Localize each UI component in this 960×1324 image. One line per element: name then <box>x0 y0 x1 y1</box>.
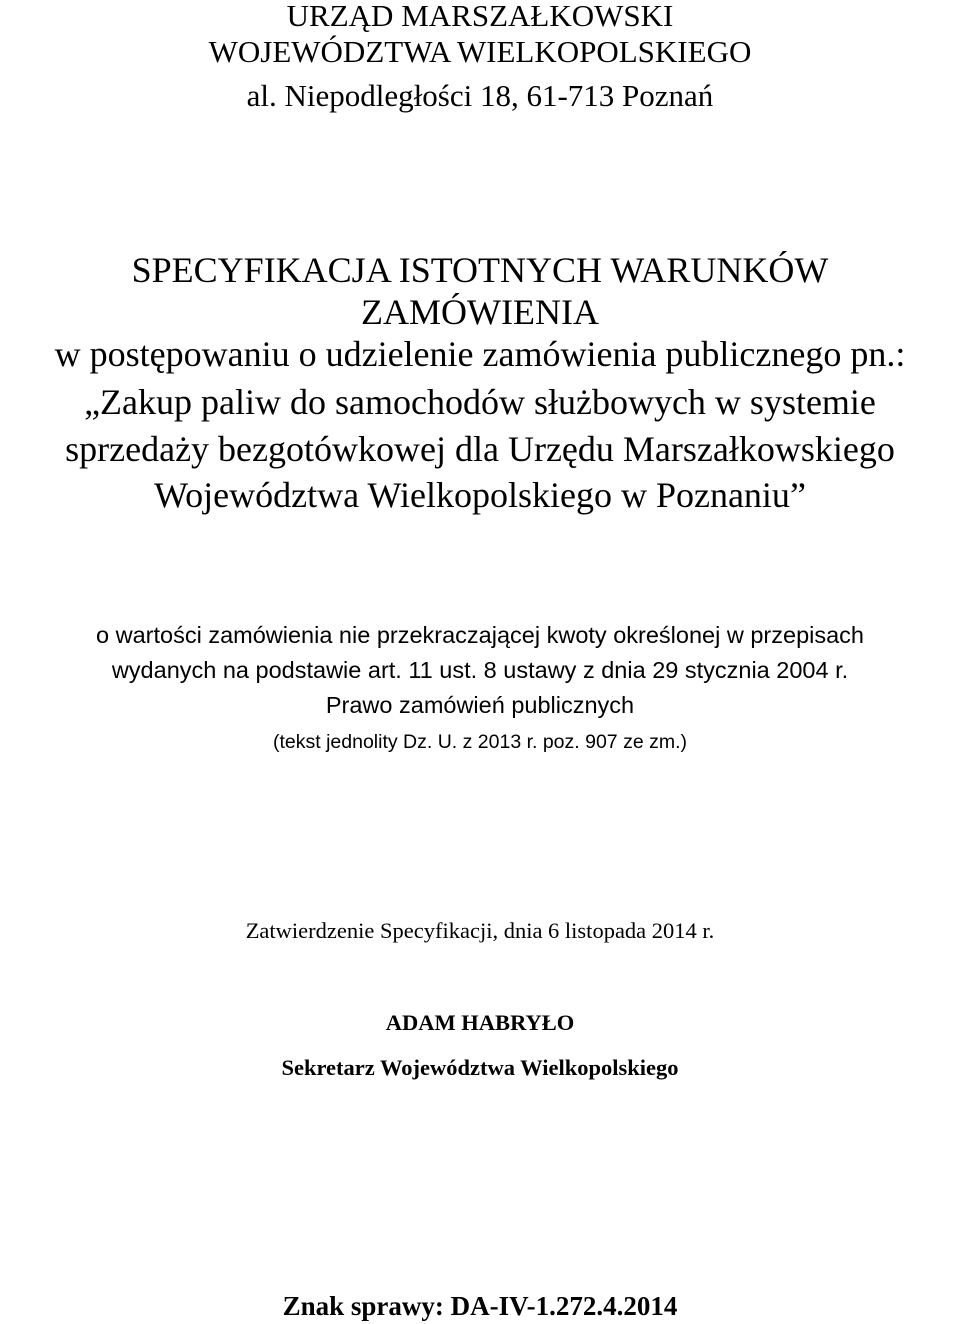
legal-act-name: Prawo zamówień publicznych <box>325 692 635 718</box>
signatory-position: Sekretarz Województwa Wielkopolskiego <box>281 1055 679 1080</box>
procurement-subject-line-2: sprzedaży bezgotówkowej dla Urzędu Marszałkowskiego <box>65 429 895 469</box>
office-address: al. Niepodległości 18, 61-713 Poznań <box>246 78 714 113</box>
document-title: SPECYFIKACJA ISTOTNYCH WARUNKÓW <box>131 250 829 290</box>
opening-quote: „ <box>84 382 101 422</box>
signatory-name: ADAM HABRYŁO <box>385 1010 575 1035</box>
procurement-subject-text-3: Województwa Wielkopolskiego w Poznaniu <box>154 475 790 515</box>
legal-basis-line-2: wydanych na podstawie art. 11 ust. 8 ustawy z dnia 29 stycznia 2004 r. <box>111 657 849 683</box>
document-title-continued: ZAMÓWIENIA <box>361 292 599 332</box>
procurement-subject-line-3 <box>0 477 960 513</box>
office-region: WOJEWÓDZTWA WIELKOPOLSKIEGO <box>208 34 752 69</box>
approval-date: Zatwierdzenie Specyfikacji, dnia 6 listopada 2014 r. <box>245 918 715 943</box>
case-number: Znak sprawy: DA-IV-1.272.4.2014 <box>282 1291 678 1321</box>
procedure-intro: w postępowaniu o udzielenie zamówienia publicznego pn.: <box>54 334 906 374</box>
office-name: URZĄD MARSZAŁKOWSKI <box>286 0 674 33</box>
legal-act-citation: (tekst jednolity Dz. U. z 2013 r. poz. 907 ze zm.) <box>272 731 687 753</box>
closing-quote: ” <box>789 475 806 515</box>
procurement-subject-text-1: Zakup paliw do samochodów służbowych w systemie <box>100 382 876 422</box>
legal-basis-line-1: o wartości zamówienia nie przekraczającej kwoty określonej w przepisach <box>96 622 864 648</box>
procurement-subject-line-1 <box>0 384 960 420</box>
